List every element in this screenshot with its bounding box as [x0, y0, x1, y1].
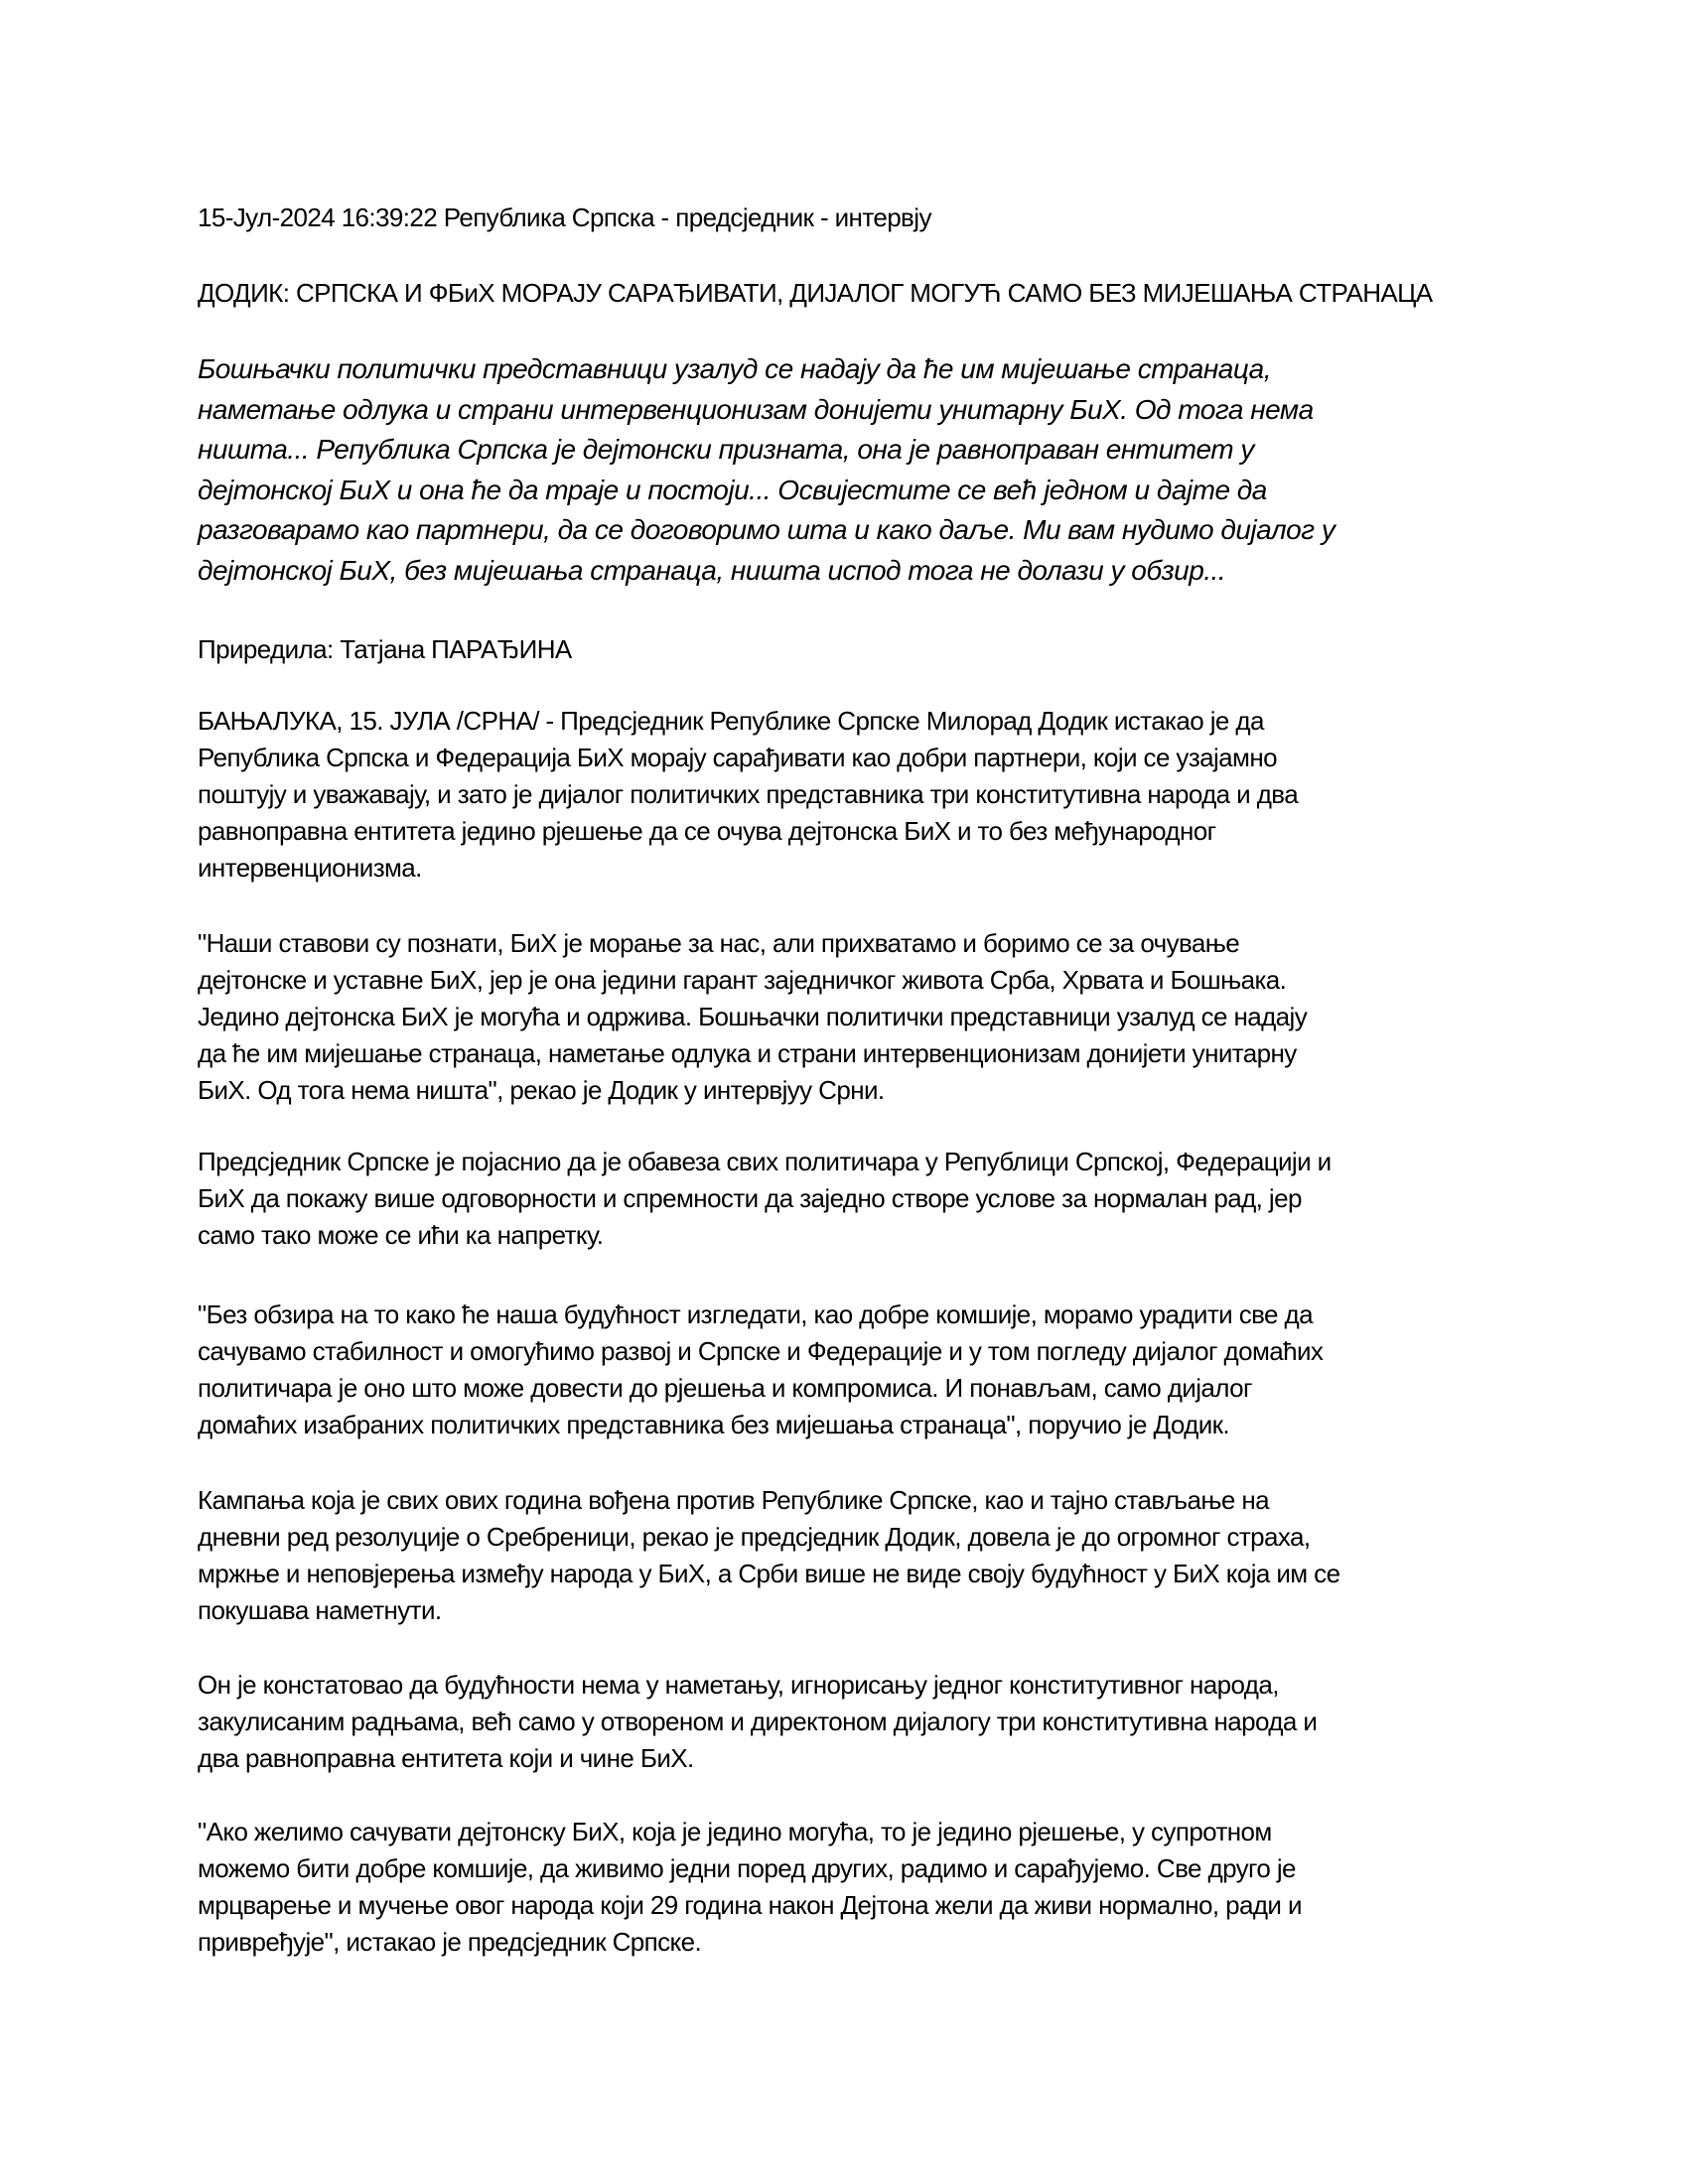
- paragraph-line: Кампања која је свих ових година вођена против Републике Српске, као и тајно стављање на: [198, 1485, 1269, 1515]
- paragraph-line: Једино дејтонска БиХ је могућа и одржива. Бошњачки политички представници узалуд се надају: [198, 1002, 1308, 1031]
- paragraph-line: политичара је оно што може довести до рјешења и компромиса. И понављам, само дијалог: [198, 1373, 1252, 1403]
- lead-line: ништа... Република Српска је дејтонски призната, она је равноправан ентитет у: [198, 434, 1254, 465]
- lead-line: разговарамо као партнери, да се договоримо шта и како даље. Ми вам нудимо дијалог у: [198, 514, 1336, 545]
- lead-line: дејтонској БиХ, без мијешања странаца, ништа испод тога не долази у обзир...: [198, 554, 1226, 586]
- headline: [198, 275, 1528, 312]
- byline-text: Приредила: Татјана ПАРАЂИНА: [198, 634, 572, 664]
- body-paragraph: [198, 925, 1528, 1109]
- byline: [198, 631, 1528, 668]
- body-paragraph: [198, 1297, 1528, 1443]
- body-paragraph: [198, 1144, 1528, 1254]
- paragraph-line: покушава наметнути.: [198, 1595, 442, 1625]
- paragraph-line: БиХ. Од тога нема ништа", рекао је Додик у интервјуу Срни.: [198, 1075, 885, 1105]
- paragraph-line: дејтонске и уставне БиХ, јер је она једини гарант заједничког живота Срба, Хрвата и Бошњака.: [198, 965, 1287, 995]
- body-paragraph: [198, 1667, 1528, 1777]
- paragraph-line: Он је констатовао да будућности нема у наметању, игнорисању једног конститутивног народа,: [198, 1670, 1279, 1700]
- paragraph-line: два равноправна ентитета који и чине БиХ.: [198, 1743, 694, 1773]
- paragraph-line: интервенционизма.: [198, 853, 422, 883]
- paragraph-line: "Наши ставови су познати, БиХ је морање за нас, али прихватамо и боримо се за очување: [198, 928, 1240, 958]
- body-paragraph: [198, 1482, 1528, 1629]
- lead-line: наметање одлука и страни интервенционизам донијети унитарну БиХ. Од тога нема: [198, 393, 1314, 425]
- paragraph-line: "Ако желимо сачувати дејтонску БиХ, која је једино могућа, то је једино рјешење, у супротном: [198, 1817, 1272, 1846]
- paragraph-line: БиХ да покажу више одговорности и спремности да заједно створе услове за нормалан рад, јер: [198, 1183, 1302, 1213]
- paragraph-line: дневни ред резолуције о Сребреници, рекао је предсједник Додик, довела је до огромног страха,: [198, 1522, 1311, 1552]
- paragraph-line: Предсједник Српске је појаснио да је обавеза свих политичара у Републици Српској, Федерацији и: [198, 1147, 1332, 1176]
- body-paragraph: [198, 1814, 1528, 1961]
- paragraph-line: домаћих изабраних политичких представника без мијешања странаца", поручио је Додик.: [198, 1410, 1230, 1439]
- headline-text: ДОДИК: СРПСКА И ФБиХ МОРАЈУ САРАЂИВАТИ, ДИЈАЛОГ МОГУЋ САМО БЕЗ МИЈЕШАЊА СТРАНАЦА: [198, 278, 1433, 308]
- meta-text: 15-Јул-2024 16:39:22 Република Српска - предсједник - интервју: [198, 203, 931, 232]
- paragraph-line: "Без обзира на то како ће наша будућност изгледати, као добре комшије, морамо урадити све да: [198, 1299, 1313, 1329]
- paragraph-line: да ће им мијешање странаца, наметање одлука и страни интервенционизам донијети унитарну: [198, 1038, 1297, 1068]
- lead-line: дејтонској БиХ и она ће да траје и постоји... Освијестите се већ једном и дајте да: [198, 474, 1267, 505]
- paragraph-line: БАЊАЛУКА, 15. ЈУЛА /СРНА/ - Предсједник Републике Српске Милорад Додик истакао је да: [198, 706, 1264, 736]
- body-paragraph: [198, 703, 1528, 887]
- paragraph-line: можемо бити добре комшије, да живимо једни поред других, радимо и сарађујемо. Све друго је: [198, 1853, 1296, 1883]
- paragraph-line: привређује", истакао је предсједник Српске.: [198, 1927, 702, 1957]
- lead-line: Бошњачки политички представници узалуд се надају да ће им мијешање странаца,: [198, 353, 1272, 384]
- paragraph-line: мржње и неповјерења између народа у БиХ, а Срби више не виде своју будућност у БиХ која им се: [198, 1559, 1340, 1588]
- paragraph-line: Република Српска и Федерација БиХ морају сарађивати као добри партнери, који се узајамно: [198, 743, 1277, 772]
- paragraph-line: закулисаним радњама, већ само у отвореном и директоном дијалогу три конститутивна народа и: [198, 1706, 1318, 1736]
- paragraph-line: мрцварење и мучење овог народа који 29 година након Дејтона жели да живи нормално, ради и: [198, 1890, 1302, 1920]
- meta-line: [198, 200, 1528, 236]
- paragraph-line: сачувамо стабилност и омогућимо развој и Српске и Федерације и у том погледу дијалог домаћих: [198, 1336, 1324, 1366]
- paragraph-line: поштују и уважавају, и зато је дијалог политичких представника три конститутивна народа и два: [198, 779, 1299, 809]
- lead-paragraph: [198, 349, 1528, 591]
- paragraph-line: равноправна ентитета једино рјешење да се очува дејтонска БиХ и то без међународног: [198, 816, 1216, 846]
- paragraph-line: само тако може се ићи ка напретку.: [198, 1220, 604, 1250]
